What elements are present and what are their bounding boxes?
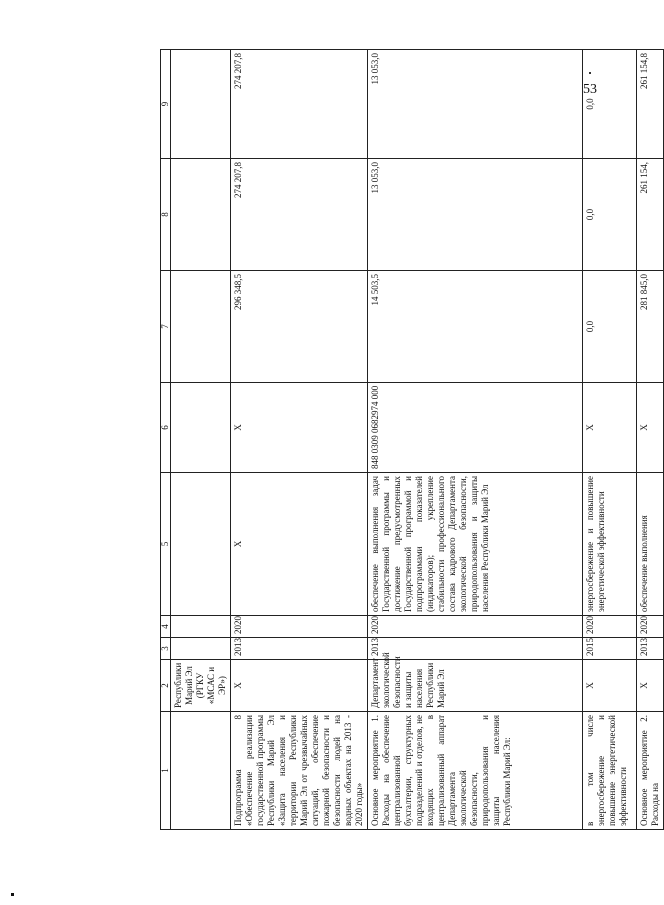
header-cell: 7 [161, 271, 171, 383]
table-row [583, 50, 637, 830]
row-start-year: 2013 [231, 638, 368, 660]
row-code: X [637, 383, 664, 473]
table-cell [171, 712, 231, 830]
row-code: X [231, 383, 368, 473]
row-value-3: 13 053,0 [368, 50, 583, 159]
row-value-3: 0,0 [583, 50, 637, 159]
row-value-3: 274 207,8 [231, 50, 368, 159]
table-row [231, 50, 368, 830]
row-value-1: 296 348,5 [231, 271, 368, 383]
table-cell [171, 638, 231, 660]
row-end-year: 2020 [637, 616, 664, 638]
row-name: Подпрограмма 8 «Обеспечение реализации государственной программы Республики Марий Эл «Защита населения и территории Республики Марий Эл от чрезвычайных ситуаций, обеспечение пожарной безопасности и безопасности людей на водных объектах на 2013 - 2020 годы» [231, 712, 368, 830]
header-cell: 1 [161, 712, 171, 830]
header-cell: 4 [161, 616, 171, 638]
header-cell: 8 [161, 159, 171, 271]
row-executor: Департамент экологической безопасности и защиты населения Республики Марий Эл [368, 660, 583, 712]
row-start-year: 2013 [637, 638, 664, 660]
row-value-1: 281 845,0 [637, 271, 664, 383]
row-value-2: 0,0 [583, 159, 637, 271]
row-executor: X [637, 660, 664, 712]
row-code: X [583, 383, 637, 473]
header-cell: 3 [161, 638, 171, 660]
row-result: обеспечение выполнения задач Государственной программы и достижение предусмотренных Государственной программой и подпрограммами показателей (индикаторов); укрепление стабильности профессионального состава кадрового Департамента экологической безопасности, природопользования и защиты населения Республики Марий Эл [368, 473, 583, 616]
row-result: X [231, 473, 368, 616]
row-code: 848 0309 0682974 000 [368, 383, 583, 473]
rotated-table-container [160, 50, 660, 830]
row-start-year: 2015 [583, 638, 637, 660]
row-value-1: 14 503,5 [368, 271, 583, 383]
table-cell [171, 50, 231, 159]
row-value-2: 13 053,0 [368, 159, 583, 271]
row-value-2: 261 154, [637, 159, 664, 271]
scan-speck [11, 893, 14, 896]
header-cell: 9 [161, 50, 171, 159]
row-name: в том числе энергосбережение и повышение энергетической эффективности [583, 712, 637, 830]
table-cell [171, 159, 231, 271]
row-executor: X [583, 660, 637, 712]
header-row [161, 50, 171, 830]
row-start-year: 2013 [368, 638, 583, 660]
header-cell: 5 [161, 473, 171, 616]
row-name: Основное мероприятие 1. Расходы на обеспечение централизованной бухгалтерии, структурных подразделений и отделов, не входящих в централизованный аппарат Департамента экологической безопасности, природопользования и защиты населения Республики Марий Эл: [368, 712, 583, 830]
header-cell: 2 [161, 660, 171, 712]
table-row [368, 50, 583, 830]
program-table [160, 49, 664, 830]
table-cell [171, 616, 231, 638]
row-end-year: 2020 [583, 616, 637, 638]
executor-continuation: Республики Марий Эл (РГКУ «МСАС и ЭР») [171, 660, 231, 712]
row-name: Основное мероприятие 2. Расходы на [637, 712, 664, 830]
row-end-year: 2020 [368, 616, 583, 638]
page-number: 53 [583, 82, 597, 97]
row-value-2: 274 207,8 [231, 159, 368, 271]
table-row [637, 50, 664, 830]
row-end-year: 2020 [231, 616, 368, 638]
header-cell: 6 [161, 383, 171, 473]
row-executor: X [231, 660, 368, 712]
row-value-1: 0,0 [583, 271, 637, 383]
table-cell [171, 383, 231, 473]
table-cell [171, 271, 231, 383]
table-cell [171, 473, 231, 616]
row-result: энергосбережение и повышение энергетической эффективности [583, 473, 637, 616]
row-value-3: 261 154,8 [637, 50, 664, 159]
row-result: обеспечение выполнения [637, 473, 664, 616]
continuation-row [171, 50, 231, 830]
